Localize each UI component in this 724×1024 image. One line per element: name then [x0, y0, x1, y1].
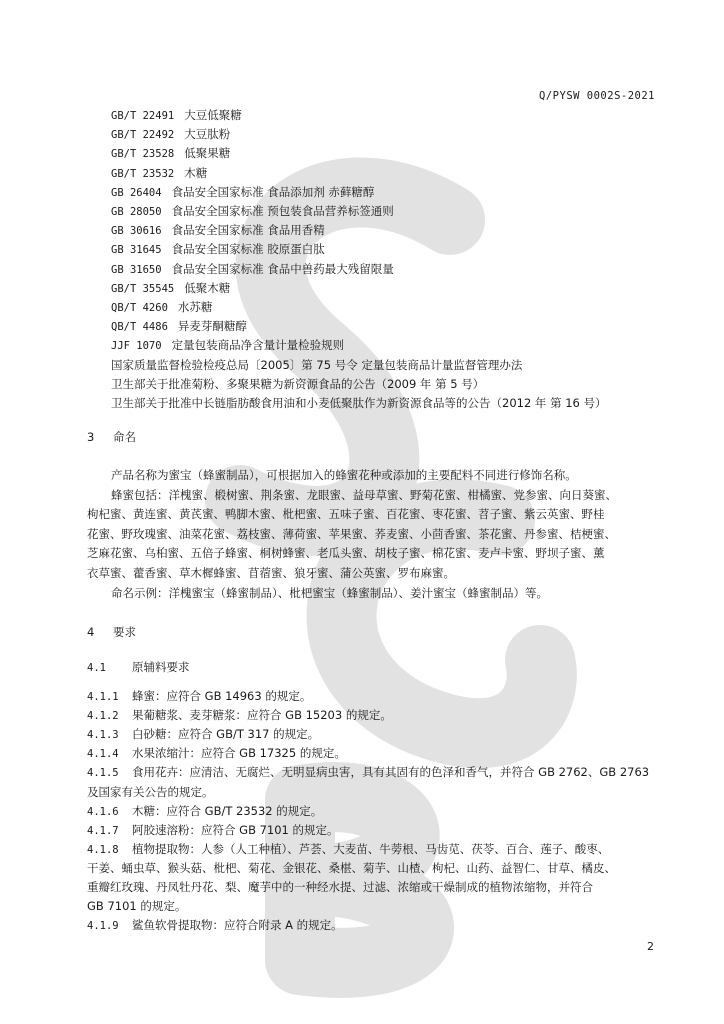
requirement-item-line — [87, 764, 649, 782]
requirement-number: 4.1.5 — [87, 767, 119, 780]
reference-item — [111, 318, 247, 336]
naming-text-line — [87, 545, 605, 562]
reference-item — [111, 261, 394, 279]
reference-title: 大豆肽粉 — [184, 127, 231, 142]
reference-code: QB/T 4260 — [111, 302, 168, 314]
reference-item — [111, 107, 242, 125]
reference-title: 低聚果糖 — [184, 146, 231, 161]
reference-title: 木糖 — [184, 165, 208, 180]
reference-code: GB/T 35545 — [111, 282, 175, 295]
reference-title: 异麦芽酮糖醇 — [177, 319, 247, 334]
section-number: 3 — [87, 430, 95, 444]
reference-item — [111, 357, 522, 374]
reference-title: 大豆低聚糖 — [184, 108, 242, 122]
requirement-text: 重瓣红玫瑰、丹凤牡丹花、梨、魔芋中的一种经水提、过滤、浓缩或干燥制成的植物浓缩物，并符合 — [87, 880, 593, 894]
naming-text: 衣草蜜、藿香蜜、草木樨蜂蜜、苜蓿蜜、狼牙蜜、蒲公英蜜、罗布麻蜜。 — [87, 566, 455, 580]
requirement-item-line — [87, 841, 609, 859]
reference-item — [111, 280, 230, 298]
requirement-item-line — [87, 784, 214, 801]
reference-item — [111, 165, 207, 183]
requirement-number: 4.1.9 — [87, 920, 119, 933]
requirement-number: 4.1.6 — [87, 805, 119, 818]
section-heading — [87, 429, 136, 446]
reference-title: 卫生部关于批准菊粉、多聚果糖为新资源食品的公告（2009 年 第 5 号） — [111, 376, 485, 391]
reference-item — [111, 203, 394, 221]
requirement-item-line — [87, 707, 392, 725]
requirement-number: 4.1.8 — [87, 843, 119, 856]
reference-code: GB/T 22491 — [111, 110, 175, 122]
reference-title: 低聚木糖 — [184, 280, 231, 295]
reference-code: GB 31650 — [111, 263, 162, 276]
requirement-text: 水果浓缩汁：应符合 GB 17325 的规定。 — [132, 746, 346, 761]
section-number: 4 — [87, 625, 95, 639]
reference-title: 食品安全国家标准 食品用香精 — [171, 223, 325, 238]
reference-title: 水苏糖 — [177, 300, 213, 314]
reference-title: 食品安全国家标准 预包装食品营养标签通则 — [171, 204, 394, 218]
naming-text: 花蜜、野玫瑰蜜、油菜花蜜、荔枝蜜、薄荷蜜、苹果蜜、荞麦蜜、小茴香蜜、茶花蜜、丹参蜜、桔梗蜜、 — [87, 526, 616, 541]
reference-item — [111, 337, 344, 355]
reference-code: JJF 1070 — [111, 340, 162, 353]
requirement-number: 4.1.3 — [87, 729, 119, 742]
reference-title: 食品安全国家标准 食品添加剂 赤藓糖醇 — [171, 184, 375, 199]
reference-item — [111, 145, 230, 163]
requirement-number: 4.1.1 — [87, 691, 119, 703]
requirement-text: 木糖：应符合 GB/T 23532 的规定。 — [132, 803, 323, 818]
requirement-number: 4.1.2 — [87, 710, 119, 723]
requirement-text: 植物提取物：人参（人工种植）、芦荟、大麦苗、牛蒡根、马齿苋、茯苓、百合、莲子、酸枣、 — [132, 841, 610, 856]
naming-text-line — [87, 506, 605, 523]
requirement-item-line — [87, 688, 311, 706]
naming-text-line — [111, 467, 577, 484]
naming-text-line — [111, 487, 617, 504]
subsection-title: 原辅料要求 — [132, 660, 190, 674]
reference-code: GB 30616 — [111, 225, 162, 238]
requirement-text: 果葡糖浆、麦芽糖浆：应符合 GB 15203 的规定。 — [132, 708, 392, 723]
requirement-item-line — [87, 726, 319, 744]
requirement-text: 食用花卉：应清洁、无腐烂、无明显病虫害，具有其固有的色泽和香气，并符合 GB 2762、GB 2763 — [132, 765, 650, 780]
naming-text: 命名示例：洋槐蜜宝（蜂蜜制品）、枇杷蜜宝（蜂蜜制品）、姜汁蜜宝（蜂蜜制品）等。 — [111, 585, 548, 600]
section-title: 要求 — [113, 625, 136, 639]
reference-code: GB/T 23528 — [111, 148, 175, 161]
requirement-item-line — [87, 879, 593, 896]
reference-item — [111, 376, 484, 393]
requirement-text: 鲨鱼软骨提取物：应符合附录 A 的规定。 — [132, 918, 343, 933]
naming-text-line — [111, 585, 548, 602]
reference-code: GB 26404 — [111, 186, 162, 199]
reference-item — [111, 222, 325, 240]
reference-title: 卫生部关于批准中长链脂肪酸食用油和小麦低聚肽作为新资源食品等的公告（2012 年 第 16 号） — [111, 396, 607, 410]
requirement-number: 4.1.4 — [87, 748, 119, 761]
requirement-item-line — [87, 860, 616, 877]
reference-code: GB/T 23532 — [111, 167, 175, 180]
requirement-item-line — [87, 917, 343, 935]
naming-text: 芝麻花蜜、乌桕蜜、五倍子蜂蜜、桐树蜂蜜、老瓜头蜜、胡枝子蜜、棉花蜜、麦卢卡蜜、野坝子蜜、薰 — [87, 546, 605, 561]
requirement-text: 干姜、蛹虫草、猴头菇、枇杷、菊花、金银花、桑椹、菊芋、山楂、枸杞、山药、益智仁、甘草、橘皮、 — [87, 860, 616, 875]
requirement-number: 4.1.7 — [87, 824, 119, 837]
reference-code: QB/T 4486 — [111, 321, 168, 334]
requirement-text: 白砂糖：应符合 GB/T 317 的规定。 — [132, 727, 320, 742]
page-number: 2 — [647, 940, 654, 953]
reference-title: 定量包装商品净含量计量检验规则 — [171, 338, 345, 353]
requirement-text: GB 7101 的规定。 — [87, 899, 187, 914]
requirement-item-line — [87, 803, 322, 821]
requirement-text: 及国家有关公告的规定。 — [87, 784, 214, 799]
reference-item — [111, 126, 230, 144]
section-heading — [87, 624, 136, 641]
subsection-heading — [87, 659, 190, 677]
naming-text: 产品名称为蜜宝（蜂蜜制品），可根据加入的蜂蜜花种或添加的主要配料不同进行修饰名称。 — [111, 468, 577, 482]
naming-text-line — [87, 565, 455, 582]
reference-item — [111, 395, 607, 412]
reference-item — [111, 184, 374, 202]
requirement-text: 蜂蜜：应符合 GB 14963 的规定。 — [132, 689, 312, 703]
section-title: 命名 — [113, 430, 136, 444]
reference-item — [111, 299, 212, 317]
reference-code: GB 31645 — [111, 244, 162, 257]
reference-item — [111, 241, 325, 259]
requirement-item-line — [87, 898, 186, 915]
reference-title: 食品安全国家标准 食品中兽药最大残留限量 — [171, 261, 394, 276]
requirement-item-line — [87, 822, 339, 840]
naming-text-line — [87, 526, 616, 543]
requirement-text: 阿胶速溶粉：应符合 GB 7101 的规定。 — [132, 822, 339, 837]
requirement-item-line — [87, 745, 346, 763]
reference-code: GB/T 22492 — [111, 129, 175, 142]
naming-text: 枸杞蜜、黄连蜜、黄芪蜜、鸭脚木蜜、枇杷蜜、五味子蜜、百花蜜、枣花蜜、苕子蜜、紫云英蜜、野桂 — [87, 507, 605, 522]
reference-title: 国家质量监督检验检疫总局〔2005〕第 75 号令 定量包装商品计量监督管理办法 — [111, 357, 523, 372]
reference-title: 食品安全国家标准 胶原蛋白肽 — [171, 242, 325, 257]
document-code: Q/PYSW 0002S-2021 — [539, 90, 655, 102]
reference-code: GB 28050 — [111, 206, 162, 218]
subsection-number: 4.1 — [87, 662, 106, 674]
naming-text: 蜂蜜包括：洋槐蜜、椴树蜜、荆条蜜、龙眼蜜、益母草蜜、野菊花蜜、柑橘蜜、党参蜜、向日葵蜜、 — [111, 487, 617, 502]
